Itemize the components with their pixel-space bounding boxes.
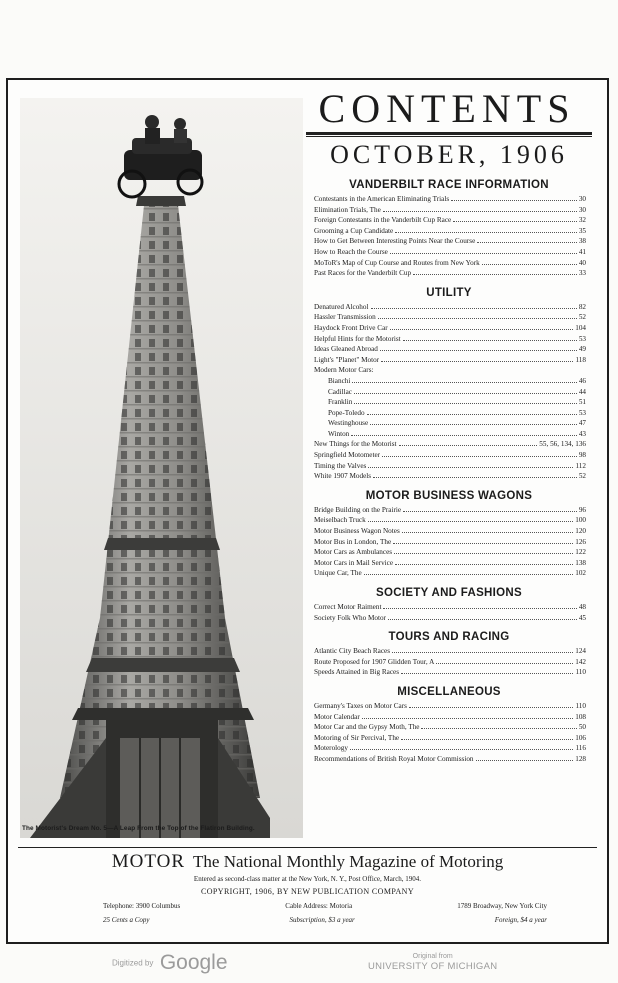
toc-entry <box>306 568 592 579</box>
entry-title: Elimination Trials, The <box>314 205 381 214</box>
entry-page-number: 46 <box>578 376 586 385</box>
title-rule-thick <box>306 132 592 135</box>
toc-entry <box>306 733 592 744</box>
dot-leader <box>368 521 574 522</box>
entry-title: Atlantic City Beach Races <box>314 647 391 656</box>
toc-entry <box>306 439 592 450</box>
entry-title: Motor Business Wagon Notes <box>314 527 400 536</box>
dot-leader <box>364 574 574 575</box>
footer-divider <box>18 847 597 848</box>
section-heading: UTILITY <box>426 286 472 299</box>
copyright-notice: COPYRIGHT, 1906, BY NEW PUBLICATION COMPANY <box>201 887 414 896</box>
entry-page-number: 112 <box>575 461 586 470</box>
dot-leader <box>409 707 574 708</box>
dot-leader <box>436 663 573 664</box>
subscription-price: Subscription, $3 a year <box>289 916 355 924</box>
cable-address: Cable Address: Motoria <box>285 902 353 910</box>
entry-page-number: 50 <box>578 723 586 732</box>
source-watermark <box>368 952 497 972</box>
entry-title: How to Get Between Interesting Points Near the Course <box>314 237 476 246</box>
entry-title: MoToR's Map of Cup Course and Routes from New York <box>314 258 480 267</box>
toc-entry <box>306 215 592 226</box>
entry-title: Past Races for the Vanderbilt Cup <box>314 269 412 278</box>
entry-title: Germany's Taxes on Motor Cars <box>314 701 407 710</box>
dot-leader <box>393 543 573 544</box>
entry-page-number: 52 <box>578 472 586 481</box>
title-rule-thin <box>306 136 592 137</box>
entry-title: Speeds Attained in Big Races <box>314 668 400 677</box>
dot-leader <box>453 221 577 222</box>
entry-title: Springfield Motometer <box>314 451 381 460</box>
entry-title: Timing the Valves <box>314 461 367 470</box>
entry-title: Ideas Gleaned Abroad <box>314 345 378 354</box>
entry-title: Motor Cars as Ambulances <box>314 548 393 557</box>
entry-page-number: 118 <box>575 355 586 364</box>
toc-sections <box>306 179 592 765</box>
entry-page-number: 51 <box>578 398 586 407</box>
dot-leader <box>367 414 577 415</box>
dot-leader <box>390 329 574 330</box>
toc-entry <box>306 258 592 269</box>
magazine-page <box>6 78 609 944</box>
entry-page-number: 40 <box>578 258 586 267</box>
dot-leader <box>354 393 577 394</box>
telephone: Telephone: 3900 Columbus <box>103 902 181 910</box>
flatiron-illustration <box>20 98 303 838</box>
section-heading: VANDERBILT RACE INFORMATION <box>349 179 549 191</box>
entry-page-number: 33 <box>578 269 586 278</box>
toc-entry <box>306 268 592 279</box>
entry-title: Haydock Front Drive Car <box>314 323 388 332</box>
entry-page-number: 102 <box>575 569 586 578</box>
section-heading: SOCIETY AND FASHIONS <box>376 587 522 599</box>
toc-sub-entry <box>306 408 592 419</box>
toc-entry <box>306 602 592 613</box>
dot-leader <box>351 435 577 436</box>
section-heading: MISCELLANEOUS <box>397 685 501 698</box>
entry-page-number: 126 <box>575 537 586 546</box>
issue-date: OCTOBER, 1906 <box>330 140 568 169</box>
pricing-row <box>8 912 607 926</box>
dot-leader <box>401 739 573 740</box>
table-of-contents <box>306 84 592 765</box>
entry-title: Motor Cars in Mail Service <box>314 558 394 567</box>
toc-entry <box>306 526 592 537</box>
toc-entry <box>306 461 592 472</box>
entry-title: Motoring of Sir Percival, The <box>314 733 400 742</box>
entry-page-number: 138 <box>575 558 586 567</box>
toc-entry <box>306 743 592 754</box>
entry-page-number: 43 <box>578 429 586 438</box>
dot-leader <box>380 350 577 351</box>
dot-leader <box>394 553 573 554</box>
entry-page-number: 35 <box>578 226 586 235</box>
entry-title: Recommendations of British Royal Motor Commission <box>314 754 474 763</box>
entry-page-number: 122 <box>575 548 586 557</box>
toc-entry <box>306 312 592 323</box>
entry-title: Hassler Transmission <box>314 313 376 322</box>
dot-leader <box>451 200 577 201</box>
entry-title: Winton <box>328 429 350 438</box>
dot-leader <box>373 477 577 478</box>
toc-entry <box>306 515 592 526</box>
magazine-tagline: The National Monthly Magazine of Motoring <box>193 852 504 871</box>
entry-page-number: 30 <box>578 205 586 214</box>
toc-sub-entry <box>306 376 592 387</box>
entry-page-number: 110 <box>575 668 586 677</box>
dot-leader <box>354 403 576 404</box>
entry-title: Grooming a Cup Candidate <box>314 226 394 235</box>
entry-page-number: 110 <box>575 701 586 710</box>
toc-sub-entry <box>306 429 592 440</box>
entry-page-number: 47 <box>578 419 586 428</box>
entry-page-number: 49 <box>578 345 586 354</box>
entry-title: Meiselbach Truck <box>314 516 366 525</box>
dot-leader <box>395 232 577 233</box>
toc-entry <box>306 365 592 376</box>
dot-leader <box>403 340 577 341</box>
toc-entry <box>306 667 592 678</box>
entry-title: Pope-Toledo <box>328 408 365 417</box>
entry-title: Foreign Contestants in the Vanderbilt Cup Race <box>314 216 452 225</box>
entry-page-number: 82 <box>578 302 586 311</box>
entry-title: Helpful Hints for the Motorist <box>314 334 401 343</box>
google-logo: Google <box>159 951 228 974</box>
entry-page-number: 142 <box>575 657 586 666</box>
toc-entry <box>306 754 592 765</box>
toc-entry <box>306 302 592 313</box>
entry-title: Westinghouse <box>328 419 369 428</box>
dot-leader <box>381 361 573 362</box>
digitized-by-label: Digitized by <box>112 958 154 968</box>
dot-leader <box>371 308 577 309</box>
dot-leader <box>477 242 577 243</box>
toc-entry <box>306 657 592 668</box>
street-address: 1789 Broadway, New York City <box>457 902 547 910</box>
dot-leader <box>395 564 573 565</box>
entry-title: Bianchi <box>328 376 351 385</box>
magazine-name: MOTOR <box>111 851 186 872</box>
entry-page-number: 53 <box>578 334 586 343</box>
dot-leader <box>370 424 577 425</box>
entry-page-number: 98 <box>578 451 586 460</box>
entry-page-number: 128 <box>575 754 586 763</box>
dot-leader <box>401 673 573 674</box>
dot-leader <box>392 652 573 653</box>
section-heading: MOTOR BUSINESS WAGONS <box>365 489 533 502</box>
entry-title: How to Reach the Course <box>314 247 388 256</box>
entry-page-number: 124 <box>575 647 586 656</box>
entry-page-number: 55, 56, 134, 136 <box>539 440 586 449</box>
toc-entry <box>306 194 592 205</box>
toc-sub-entry <box>306 418 592 429</box>
entry-page-number: 48 <box>578 603 586 611</box>
dot-leader <box>403 511 577 512</box>
entry-page-number: 38 <box>578 237 586 246</box>
entry-page-number: 30 <box>578 195 586 203</box>
toc-entry <box>306 646 592 657</box>
entry-title: Franklin <box>328 398 353 407</box>
toc-entry <box>306 558 592 569</box>
toc-entry <box>306 344 592 355</box>
dot-leader <box>352 382 576 383</box>
entry-page-number: 96 <box>578 505 586 514</box>
entry-title: Motor Car and the Gypsy Moth, The <box>314 723 420 732</box>
entry-page-number: 44 <box>578 387 586 396</box>
contact-row <box>8 898 607 912</box>
toc-entry <box>306 471 592 482</box>
entry-title: Denatured Alcohol <box>314 302 369 311</box>
entry-title: White 1907 Models <box>314 472 372 481</box>
entry-title: Bridge Building on the Prairie <box>314 505 402 514</box>
entry-title: Motor Calendar <box>314 712 360 721</box>
google-watermark <box>112 951 228 975</box>
masthead <box>8 850 607 874</box>
entry-notice: Entered as second-class matter at the New York, N. Y., Post Office, March, 1904. <box>193 875 422 883</box>
toc-entry <box>306 236 592 247</box>
dot-leader <box>350 749 574 750</box>
dot-leader <box>390 253 577 254</box>
dot-leader <box>413 274 577 275</box>
entry-title: Society Folk Who Motor <box>314 613 386 622</box>
toc-entry <box>306 355 592 366</box>
entry-page-number: 100 <box>575 516 586 525</box>
entry-title: Correct Motor Raiment <box>314 603 382 611</box>
toc-entry <box>306 323 592 334</box>
entry-page-number: 120 <box>575 527 586 536</box>
entry-page-number: 104 <box>575 323 586 332</box>
toc-entry <box>306 205 592 216</box>
dot-leader <box>382 456 577 457</box>
entry-page-number: 41 <box>578 247 586 256</box>
toc-entry <box>306 722 592 733</box>
entry-page-number: 52 <box>578 313 586 322</box>
contents-title: CONTENTS <box>318 86 576 131</box>
entry-title: Route Proposed for 1907 Glidden Tour, A <box>314 657 435 666</box>
dot-leader <box>402 532 573 533</box>
toc-entry <box>306 547 592 558</box>
toc-entry <box>306 334 592 345</box>
section-heading: TOURS AND RACING <box>388 631 510 644</box>
dot-leader <box>383 608 576 609</box>
photo-caption: The Motorist's Dream No. 5—A Leap From the Top of the Flatiron Building. <box>22 825 255 832</box>
toc-entry <box>306 537 592 548</box>
entry-page-number: 106 <box>575 733 586 742</box>
toc-entry <box>306 613 592 624</box>
entry-title: Motor Bus in London, The <box>314 537 392 546</box>
toc-entry <box>306 701 592 712</box>
dot-leader <box>399 445 538 446</box>
flatiron-photo <box>20 98 303 838</box>
entry-title: Cadillac <box>328 387 352 396</box>
toc-entry <box>306 505 592 516</box>
dot-leader <box>368 467 573 468</box>
entry-title: Moterology <box>314 744 348 753</box>
dot-leader <box>482 264 577 265</box>
entry-title: Modern Motor Cars: <box>314 366 374 375</box>
entry-title: Contestants in the American Eliminating Trials <box>314 195 450 203</box>
toc-sub-entry <box>306 387 592 398</box>
original-from-label: Original from <box>412 953 453 960</box>
entry-page-number: 32 <box>578 216 586 225</box>
toc-entry <box>306 450 592 461</box>
toc-entry <box>306 712 592 723</box>
dot-leader <box>378 318 577 319</box>
entry-title: Unique Car, The <box>314 569 362 578</box>
masthead-footer <box>8 850 607 926</box>
entry-page-number: 53 <box>578 408 586 417</box>
copy-price: 25 Cents a Copy <box>103 916 150 924</box>
entry-title: Light's "Planet" Motor <box>314 355 380 364</box>
university-label: UNIVERSITY OF MICHIGAN <box>368 961 498 972</box>
toc-sub-entry <box>306 397 592 408</box>
toc-entry <box>306 247 592 258</box>
dot-leader <box>388 619 577 620</box>
dot-leader <box>383 211 577 212</box>
foreign-price: Foreign, $4 a year <box>494 916 547 924</box>
dot-leader <box>476 760 574 761</box>
toc-entry <box>306 226 592 237</box>
dot-leader <box>421 728 576 729</box>
entry-page-number: 45 <box>578 613 586 622</box>
entry-page-number: 116 <box>575 744 586 753</box>
entry-title: New Things for the Motorist <box>314 440 397 449</box>
dot-leader <box>362 718 574 719</box>
entry-page-number: 108 <box>575 712 586 721</box>
